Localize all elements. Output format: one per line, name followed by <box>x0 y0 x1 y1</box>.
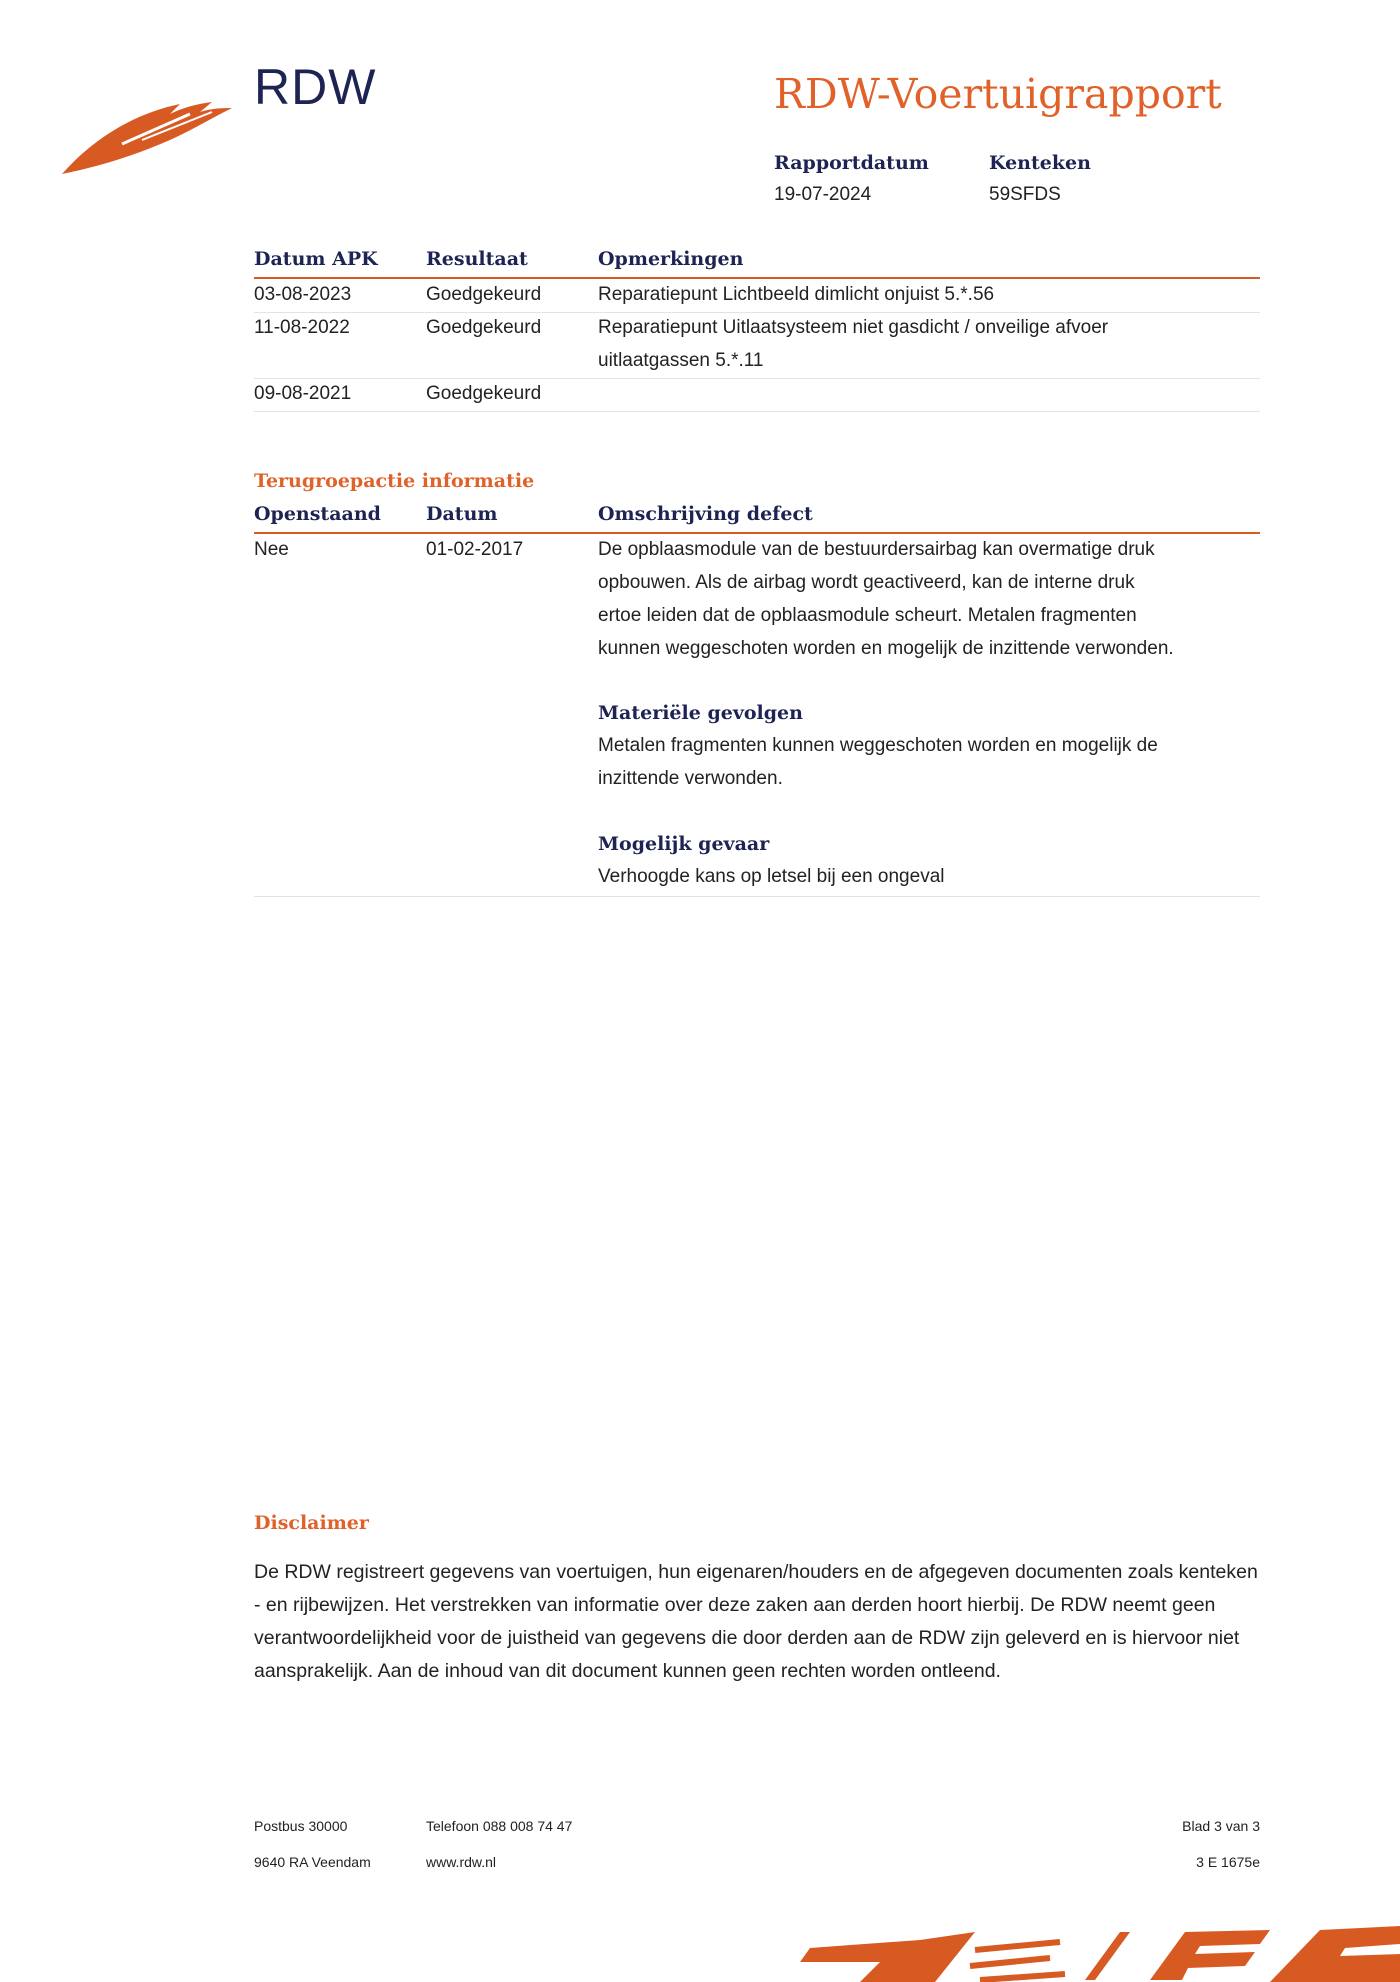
row-divider <box>254 411 1260 412</box>
row-divider <box>254 896 1260 897</box>
material-consequences-line: inzittende verwonden. <box>598 768 783 789</box>
disclaimer-text: De RDW registreert gegevens van voertuigen, hun eigenaren/houders en de afgegeven documenten zoals kenteken - en rijbewijzen. Het verstrekken van informatie over deze zaken aan derden hoort hierbij. De RDW neemt geen verantwoordelijkheid voor de juistheid van gegevens die door derden aan de RDW zijn geleverd en is hiervoor niet aansprakelijk. Aan de inhoud van dit document kunnen geen rechten worden ontleend. <box>254 1561 1258 1682</box>
apk-col-result: Resultaat <box>426 248 528 270</box>
recall-col-open: Openstaand <box>254 503 381 525</box>
apk-col-date: Datum APK <box>254 248 378 270</box>
apk-date: 09-08-2021 <box>254 383 352 404</box>
recall-open-value: Nee <box>254 539 289 560</box>
possible-danger-text: Verhoogde kans op letsel bij een ongeval <box>598 866 945 887</box>
report-date-label: Rapportdatum <box>774 152 929 174</box>
recall-col-description: Omschrijving defect <box>598 503 813 525</box>
recall-table <box>254 503 1260 903</box>
apk-date: 03-08-2023 <box>254 284 352 305</box>
row-divider <box>254 378 1260 379</box>
disclaimer-title: Disclaimer <box>254 1512 369 1534</box>
apk-result: Goedgekeurd <box>426 383 542 404</box>
recall-section-title: Terugroepactie informatie <box>254 470 535 492</box>
apk-result: Goedgekeurd <box>426 317 542 338</box>
recall-description-line: opbouwen. Als de airbag wordt geactiveerd, kan de interne druk <box>598 572 1135 593</box>
apk-result: Goedgekeurd <box>426 284 542 305</box>
recall-description-line: ertoe leiden dat de opblaasmodule scheurt. Metalen fragmenten <box>598 605 1137 626</box>
apk-remarks-continued: uitlaatgassen 5.*.11 <box>598 350 764 371</box>
plate-value: 59SFDS <box>989 184 1061 205</box>
recall-col-date: Datum <box>426 503 498 525</box>
rdw-swoosh-stripes-icon <box>800 1918 1400 1982</box>
apk-remarks: Reparatiepunt Lichtbeeld dimlicht onjuist 5.*.56 <box>598 284 995 305</box>
apk-table <box>254 248 1260 418</box>
apk-date: 11-08-2022 <box>254 317 350 338</box>
recall-description-line: De opblaasmodule van de bestuurdersairbag kan overmatige druk <box>598 539 1155 560</box>
recall-description-line: kunnen weggeschoten worden en mogelijk de inzittende verwonden. <box>598 638 1174 659</box>
material-consequences-line: Metalen fragmenten kunnen weggeschoten worden en mogelijk de <box>598 735 1158 756</box>
footer-address-line-1: Postbus 30000 <box>254 1818 348 1834</box>
footer-phone: Telefoon 088 008 74 47 <box>426 1818 573 1834</box>
logo-text: RDW <box>254 59 377 115</box>
possible-danger-title: Mogelijk gevaar <box>598 833 770 855</box>
report-date-value: 19-07-2024 <box>774 184 872 205</box>
footer-page-number: Blad 3 van 3 <box>1182 1818 1260 1834</box>
apk-col-remarks: Opmerkingen <box>598 248 744 270</box>
material-consequences-title: Materiële gevolgen <box>598 702 803 724</box>
footer-document-code: 3 E 1675e <box>1196 1854 1260 1870</box>
footer-address-line-2: 9640 RA Veendam <box>254 1854 371 1870</box>
document-title: RDW-Voertuigrapport <box>774 70 1222 118</box>
rdw-wing-logo <box>62 92 232 182</box>
footer-website[interactable]: www.rdw.nl <box>426 1854 497 1870</box>
recall-date-value: 01-02-2017 <box>426 539 524 560</box>
apk-remarks: Reparatiepunt Uitlaatsysteem niet gasdicht / onveilige afvoer <box>598 317 1109 338</box>
plate-label: Kenteken <box>989 152 1091 174</box>
